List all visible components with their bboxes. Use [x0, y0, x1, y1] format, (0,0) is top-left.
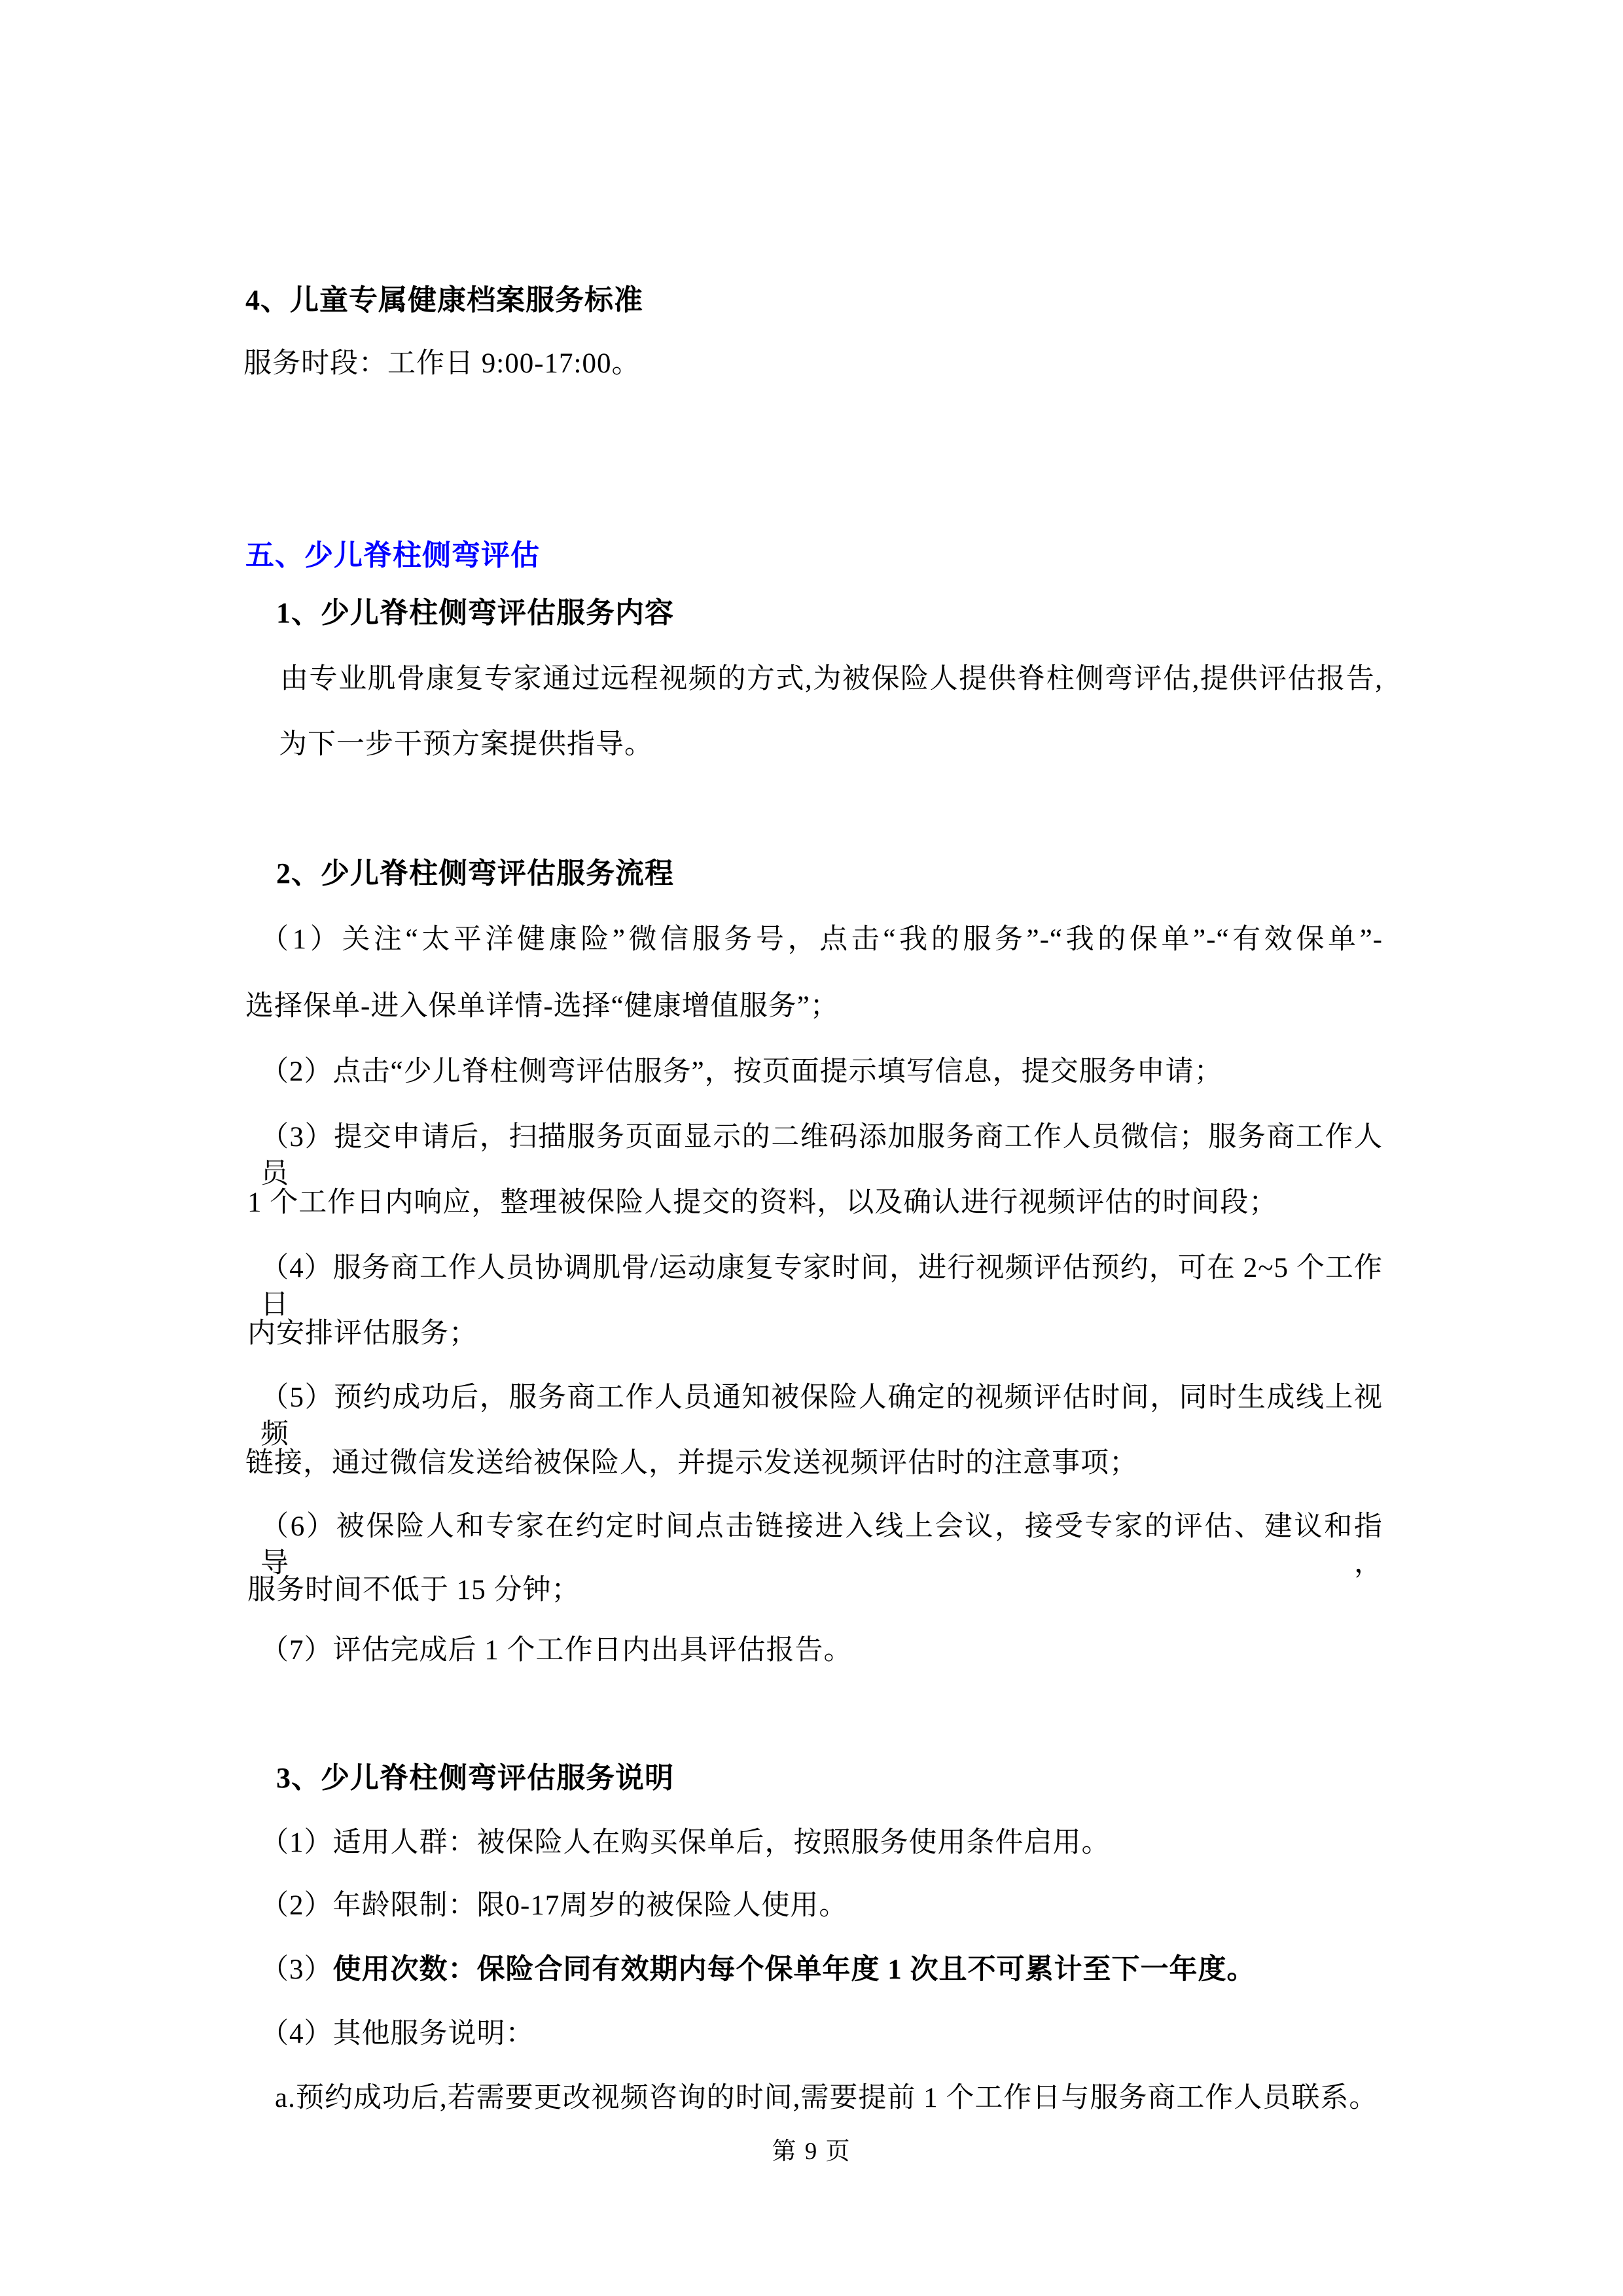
process-step2: （2）点击“少儿脊柱侧弯评估服务”，按页面提示填写信息，提交服务申请；	[260, 1056, 1223, 1087]
process-step1-line2: 选择保单-进入保单详情-选择“健康增值服务”；	[245, 991, 839, 1022]
process-step4-line2: 内安排评估服务；	[247, 1318, 478, 1349]
process-step6-line2: 服务时间不低于 15 分钟；	[247, 1575, 580, 1605]
heading-archive-standard: 4、儿童专属健康档案服务标准	[245, 284, 643, 316]
note-age-limit: （2）年龄限制：限0-17周岁的被保险人使用。	[260, 1890, 848, 1921]
process-step4-line1: （4）服务商工作人员协调肌骨/运动康复专家时间，进行视频评估预约，可在 2~5 个工作日	[260, 1253, 1383, 1320]
paragraph-content-line1: 由专业肌骨康复专家通过远程视频的方式,为被保险人提供脊柱侧弯评估,提供评估报告,	[280, 664, 1383, 694]
note-other-services-item-a: a.预约成功后,若需要更改视频咨询的时间,需要提前 1 个工作日与服务商工作人员联系。	[275, 2083, 1378, 2113]
process-step5-line2: 链接，通过微信发送给被保险人，并提示发送视频评估时的注意事项；	[245, 1448, 1138, 1479]
note-usage-count-number: （3）	[260, 1954, 333, 1985]
process-step3-line1: （3）提交申请后，扫描服务页面显示的二维码添加服务商工作人员微信；服务商工作人员	[260, 1122, 1383, 1189]
heading-service-content: 1、少儿脊柱侧弯评估服务内容	[276, 597, 674, 629]
process-step5-line1: （5）预约成功后，服务商工作人员通知被保险人确定的视频评估时间，同时生成线上视频	[260, 1382, 1383, 1450]
process-step1-line1: （1）关注“太平洋健康险”微信服务号，点击“我的服务”-“我的保单”-“有效保单”-	[260, 924, 1383, 955]
heading-scoliosis-section: 五、少儿脊柱侧弯评估	[245, 539, 540, 571]
process-step7: （7）评估完成后 1 个工作日内出具评估报告。	[260, 1635, 853, 1666]
process-step6-line1: （6）被保险人和专家在约定时间点击链接进入线上会议，接受专家的评估、建议和指导，	[260, 1511, 1383, 1579]
note-usage-count	[260, 1952, 1256, 1988]
note-applicable-people: （1）适用人群：被保险人在购买保单后，按照服务使用条件启用。	[260, 1827, 1111, 1858]
note-other-services: （4）其他服务说明：	[260, 2018, 535, 2049]
process-step3-line2: 1 个工作日内响应，整理被保险人提交的资料，以及确认进行视频评估的时间段；	[247, 1187, 1278, 1218]
heading-service-process: 2、少儿脊柱侧弯评估服务流程	[276, 857, 674, 889]
line-service-hours: 服务时段：工作日 9:00-17:00。	[243, 348, 641, 379]
heading-service-notes: 3、少儿脊柱侧弯评估服务说明	[276, 1762, 674, 1794]
note-usage-count-text: 使用次数：保险合同有效期内每个保单年度 1 次且不可累计至下一年度。	[332, 1954, 1256, 1985]
page-number-footer: 第 9 页	[772, 2138, 851, 2165]
paragraph-content-line2: 为下一步干预方案提供指导。	[279, 729, 653, 760]
